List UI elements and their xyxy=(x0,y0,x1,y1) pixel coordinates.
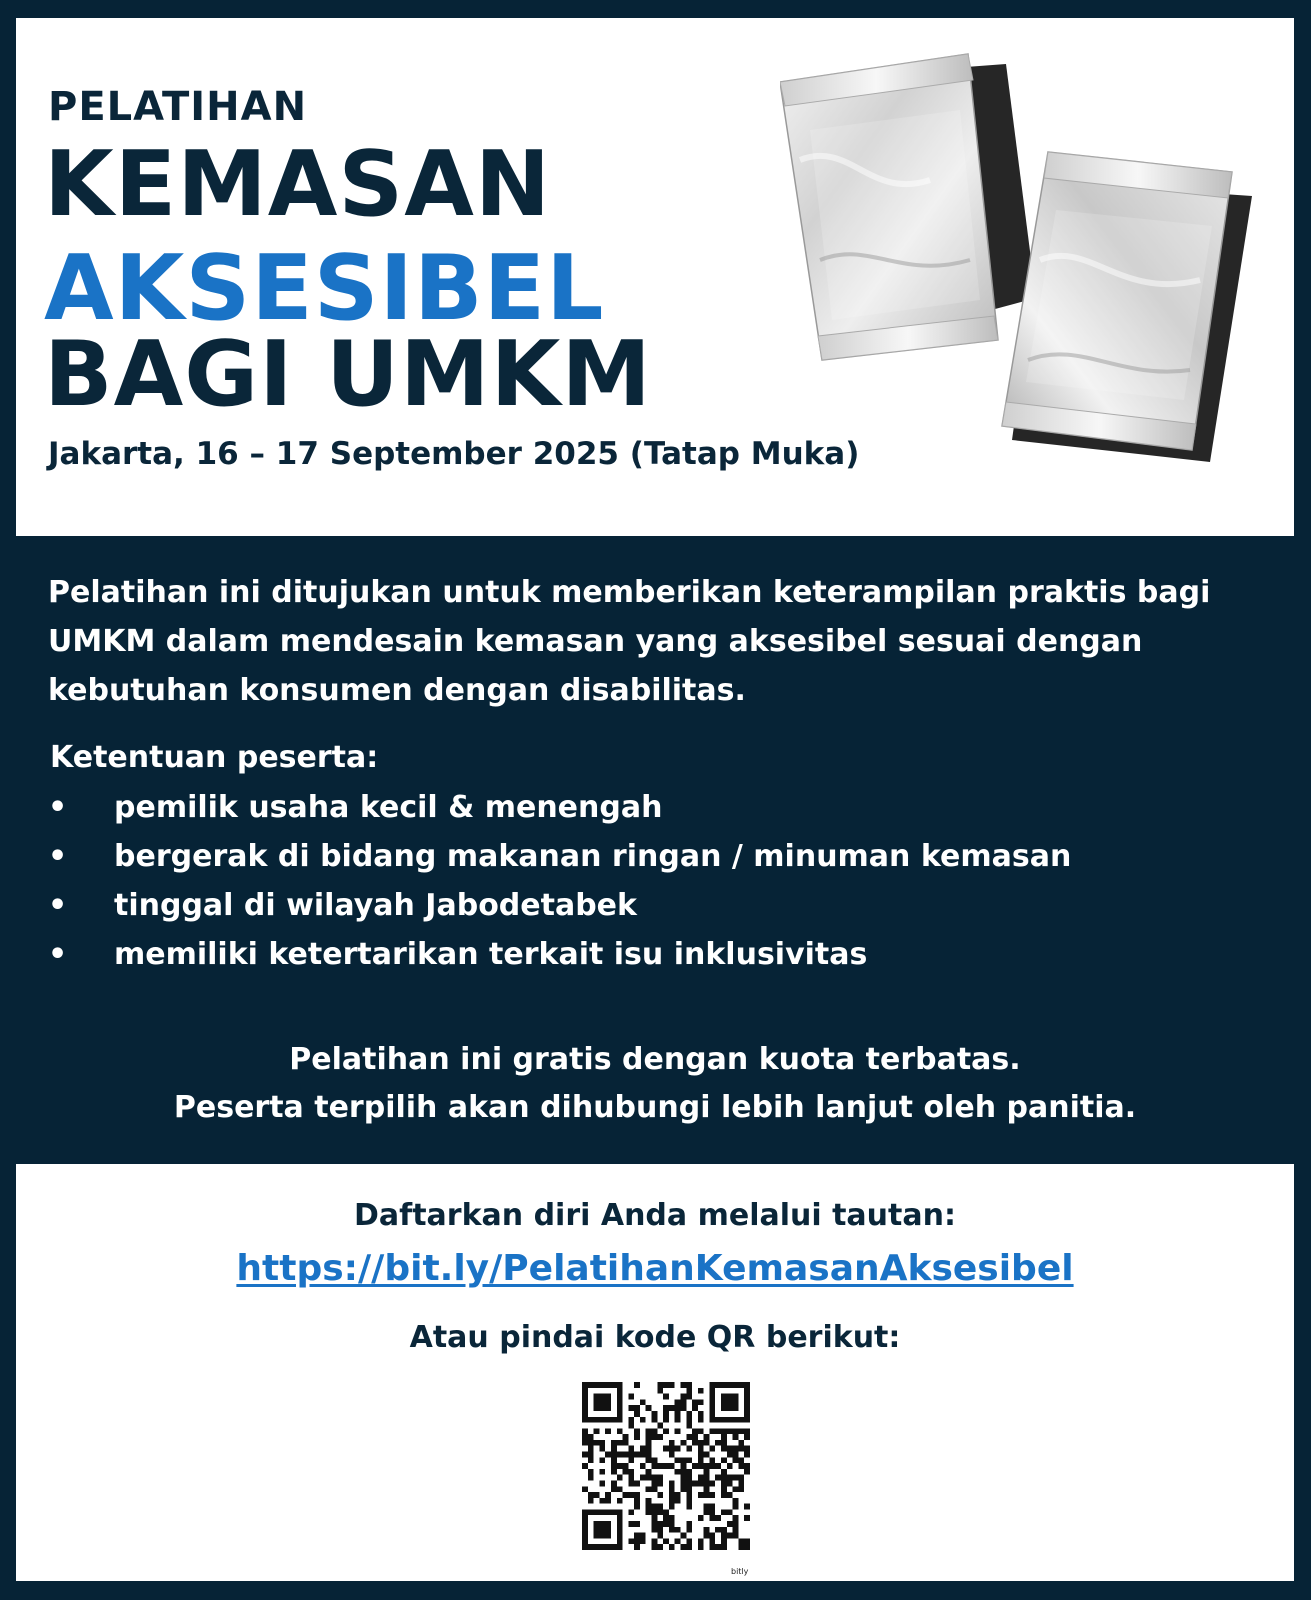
bullet-icon: • xyxy=(48,839,68,874)
pouch-left xyxy=(780,54,998,360)
requirement-text: memiliki ketertarikan terkait isu inklusivitas xyxy=(114,937,868,972)
notice xyxy=(16,1036,1294,1132)
pouch-right xyxy=(1002,152,1232,450)
requirement-text: pemilik usaha kecil & menengah xyxy=(114,790,663,825)
registration-link[interactable]: https://bit.ly/PelatihanKemasanAksesibel xyxy=(236,1248,1074,1289)
qr-code[interactable] xyxy=(582,1382,750,1550)
bullet-icon: • xyxy=(48,790,68,825)
bullet-icon: • xyxy=(48,888,68,923)
requirement-text: tinggal di wilayah Jabodetabek xyxy=(114,888,637,923)
title-line-1: KEMASAN xyxy=(44,132,552,237)
registration-label: Daftarkan diri Anda melalui tautan: xyxy=(354,1198,956,1233)
qr-label: Atau pindai kode QR berikut: xyxy=(409,1320,901,1355)
intro-paragraph: Pelatihan ini ditujukan untuk memberikan keterampilan praktis bagi UMKM dalam mendesain kemasan yang aksesibel sesuai dengan kebutuhan konsumen dengan disabilitas. xyxy=(48,575,1211,708)
header-kicker: PELATIHAN xyxy=(48,84,308,130)
notice-line-1: Pelatihan ini gratis dengan kuota terbatas. xyxy=(289,1042,1021,1077)
qr-brand-label: bitly xyxy=(731,1567,749,1576)
requirements-heading: Ketentuan peserta: xyxy=(50,740,379,775)
bullet-icon: • xyxy=(48,937,68,972)
requirement-text: bergerak di bidang makanan ringan / minuman kemasan xyxy=(114,839,1072,874)
title-line-3: BAGI UMKM xyxy=(44,322,652,427)
foil-pouch-illustration xyxy=(780,40,1280,490)
event-date-location: Jakarta, 16 – 17 September 2025 (Tatap Muka) xyxy=(48,436,860,472)
notice-line-2: Peserta terpilih akan dihubungi lebih lanjut oleh panitia. xyxy=(173,1090,1137,1125)
title-line-2-accent: AKSESIBEL xyxy=(44,236,605,341)
